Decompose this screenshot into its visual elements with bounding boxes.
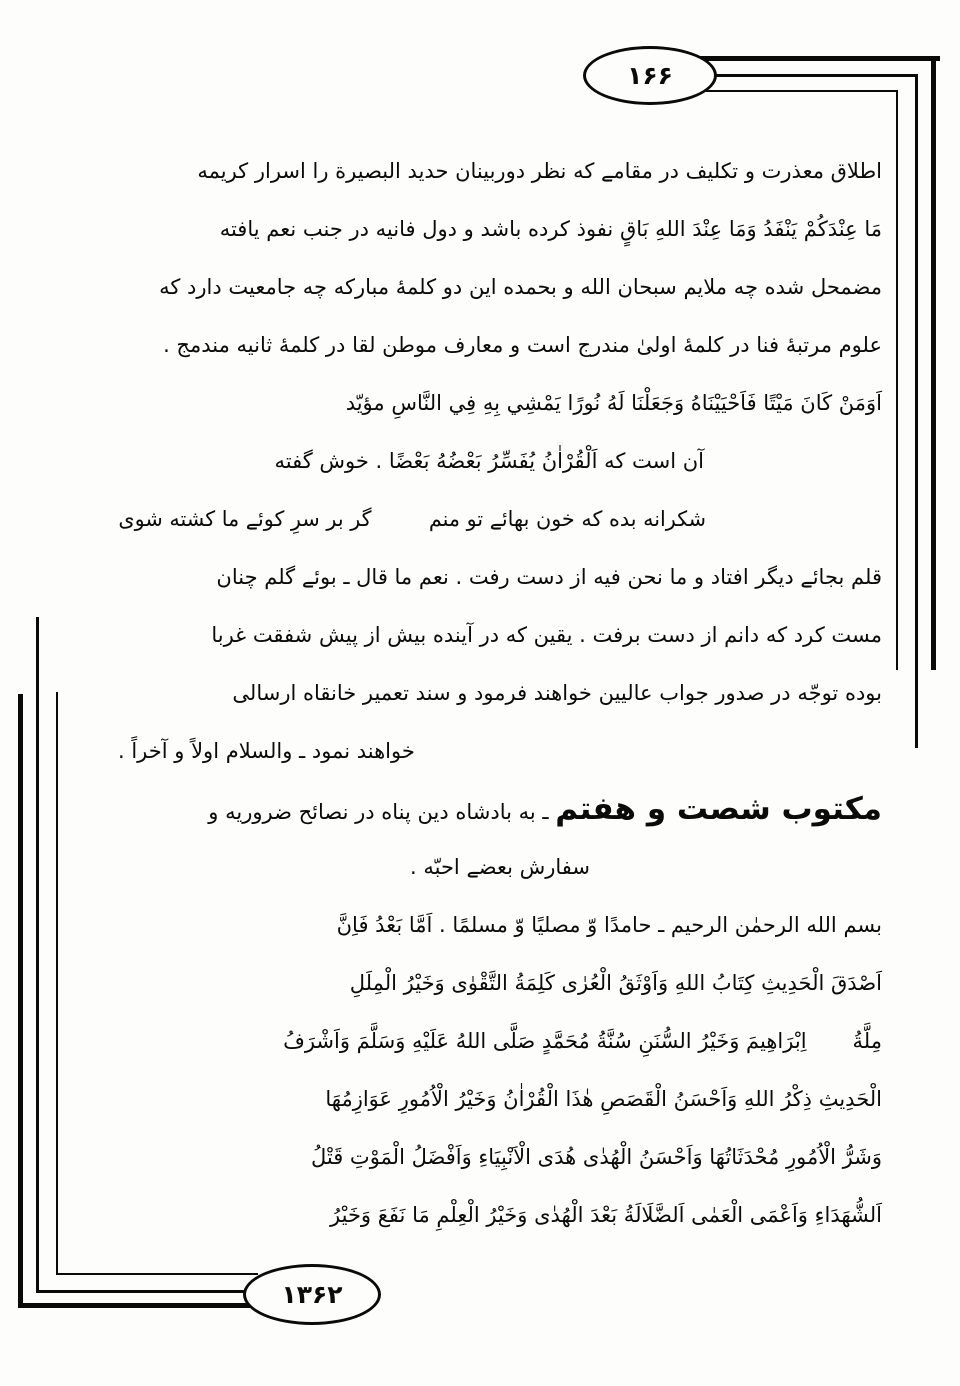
letter-heading-line <box>118 780 882 838</box>
text-block <box>118 142 882 1244</box>
text-line: اطلاق معذرت و تكليف در مقامے كه نظر دوربينان حديد البصيرة را اسرار كريمه <box>197 159 882 183</box>
text-line-rest: اِبْرَاهِيمَ وَخَيْرُ السُّنَنِ سُنَّةُ مُحَمَّدٍ صَلَّى اللهُ عَلَيْهِ وَسَلَّمَ وَاَشْرَفُ <box>283 1029 807 1053</box>
text-line: خواهند نمود ـ والسلام اولاً و آخراً . <box>118 739 415 763</box>
frame-top-right-outer-horizontal <box>700 56 940 61</box>
text-line: بسم الله الرحمٰن الرحيم ـ حامدًا وّ مصليًا وّ مسلمًا . اَمَّا بَعْدُ فَاِنَّ <box>336 913 882 937</box>
frame-top-right-inner-horizontal <box>706 90 898 92</box>
frame-top-right-inner-vertical <box>896 90 898 670</box>
letter-heading-addressee: ـ به بادشاه دين پناه در نصائح ضروريه و <box>208 800 556 824</box>
frame-top-right-middle-horizontal <box>703 74 918 77</box>
text-line: علوم مرتبهٔ فنا در كلمهٔ اولىٰ مندرج است و معارف موطن لقا در كلمهٔ ثانيه مندمج . <box>163 333 882 357</box>
text-line: اَصْدَقَ الْحَدِيثِ كِتَابُ اللهِ وَاَوْثَقُ الْعُرٰى كَلِمَةُ التَّقْوٰى وَخَيْرُ الْمِلَلِ <box>349 971 882 995</box>
verse-hemistich-right: شكرانه بده كه خون بهائے تو منم <box>428 507 707 531</box>
text-line <box>118 1012 882 1070</box>
frame-bottom-left-inner-vertical <box>56 692 58 1275</box>
verse-hemistich-left: گر بر سرِ كوئے ما كشته شوى <box>118 507 372 531</box>
page-number-badge-bottom <box>243 1264 381 1325</box>
text-line: وَشَرُّ الْاُمُورِ مُحْدَثَاتُهَا وَاَحْسَنُ الْهُدٰى هُدَى الْاَنْبِيَاءِ وَاَفْضَلُ الْمَوْتِ قَتْلُ <box>310 1145 882 1169</box>
text-line: مضمحل شده چه ملايم سبحان الله و بحمده اين دو كلمهٔ مباركه چه جامعيت دارد كه <box>159 275 882 299</box>
letter-heading-title: مكتوب شصت و هفتم <box>555 791 882 827</box>
verse-line <box>118 490 882 548</box>
frame-bottom-left-inner-horizontal <box>56 1273 258 1275</box>
frame-bottom-left-middle-horizontal <box>36 1290 256 1293</box>
frame-bottom-left-outer-vertical <box>18 694 23 1308</box>
text-line: آن است كه اَلْقُرْاٰنُ يُفَسِّرُ بَعْضُهُ بَعْضًا . خوش گفته <box>274 449 704 473</box>
text-line: اَوَمَنْ كَانَ مَيْتًا فَاَحْيَيْنَاهُ وَجَعَلْنَا لَهُ نُورًا يَمْشِي بِهِ فِي النَّاسِ مؤيّد <box>345 391 882 415</box>
text-line: اَلشُّهَدَاءِ وَاَعْمَى الْعَمٰى اَلضَّلَالَةُ بَعْدَ الْهُدٰى وَخَيْرُ الْعِلْمِ مَا نَفَعَ وَخَيْرُ <box>330 1203 882 1227</box>
frame-top-right-outer-vertical <box>931 56 936 670</box>
text-line-first-word: مِلَّةُ <box>852 1029 882 1053</box>
frame-bottom-left-outer-horizontal <box>18 1303 250 1308</box>
frame-top-right-middle-vertical <box>915 74 918 748</box>
page-number-badge-top <box>583 46 717 105</box>
frame-bottom-left-middle-vertical <box>36 617 39 1293</box>
text-line: مست كرد كه دانم از دست برفت . يقين كه در آينده بيش از پيش شفقت غربا <box>211 623 882 647</box>
text-line: سفارش بعضے احبّه . <box>410 855 590 879</box>
page-number-bottom: ۱۳۶۲ <box>281 1280 343 1309</box>
text-line: قلم بجائے ديگر افتاد و ما نحن فيه از دست رفت . نعم ما قال ـ بوئے گلم چنان <box>216 565 882 589</box>
text-line: بوده توجّه در صدور جواب عاليين خواهند فرمود و سند تعمير خانقاه ارسالى <box>232 681 882 705</box>
text-line: الْحَدِيثِ ذِكْرُ اللهِ وَاَحْسَنُ الْقَصَصِ هٰذَا الْقُرْاٰنُ وَخَيْرُ الْاُمُورِ عَوَازِمُهَا <box>325 1087 882 1111</box>
text-line: مَا عِنْدَكُمْ يَنْفَدُ وَمَا عِنْدَ اللهِ بَاقٍ نفوذ كرده باشد و دول فانيه در جنب نعم يافته <box>219 217 882 241</box>
page-number-top: ۱۶۶ <box>627 61 673 90</box>
